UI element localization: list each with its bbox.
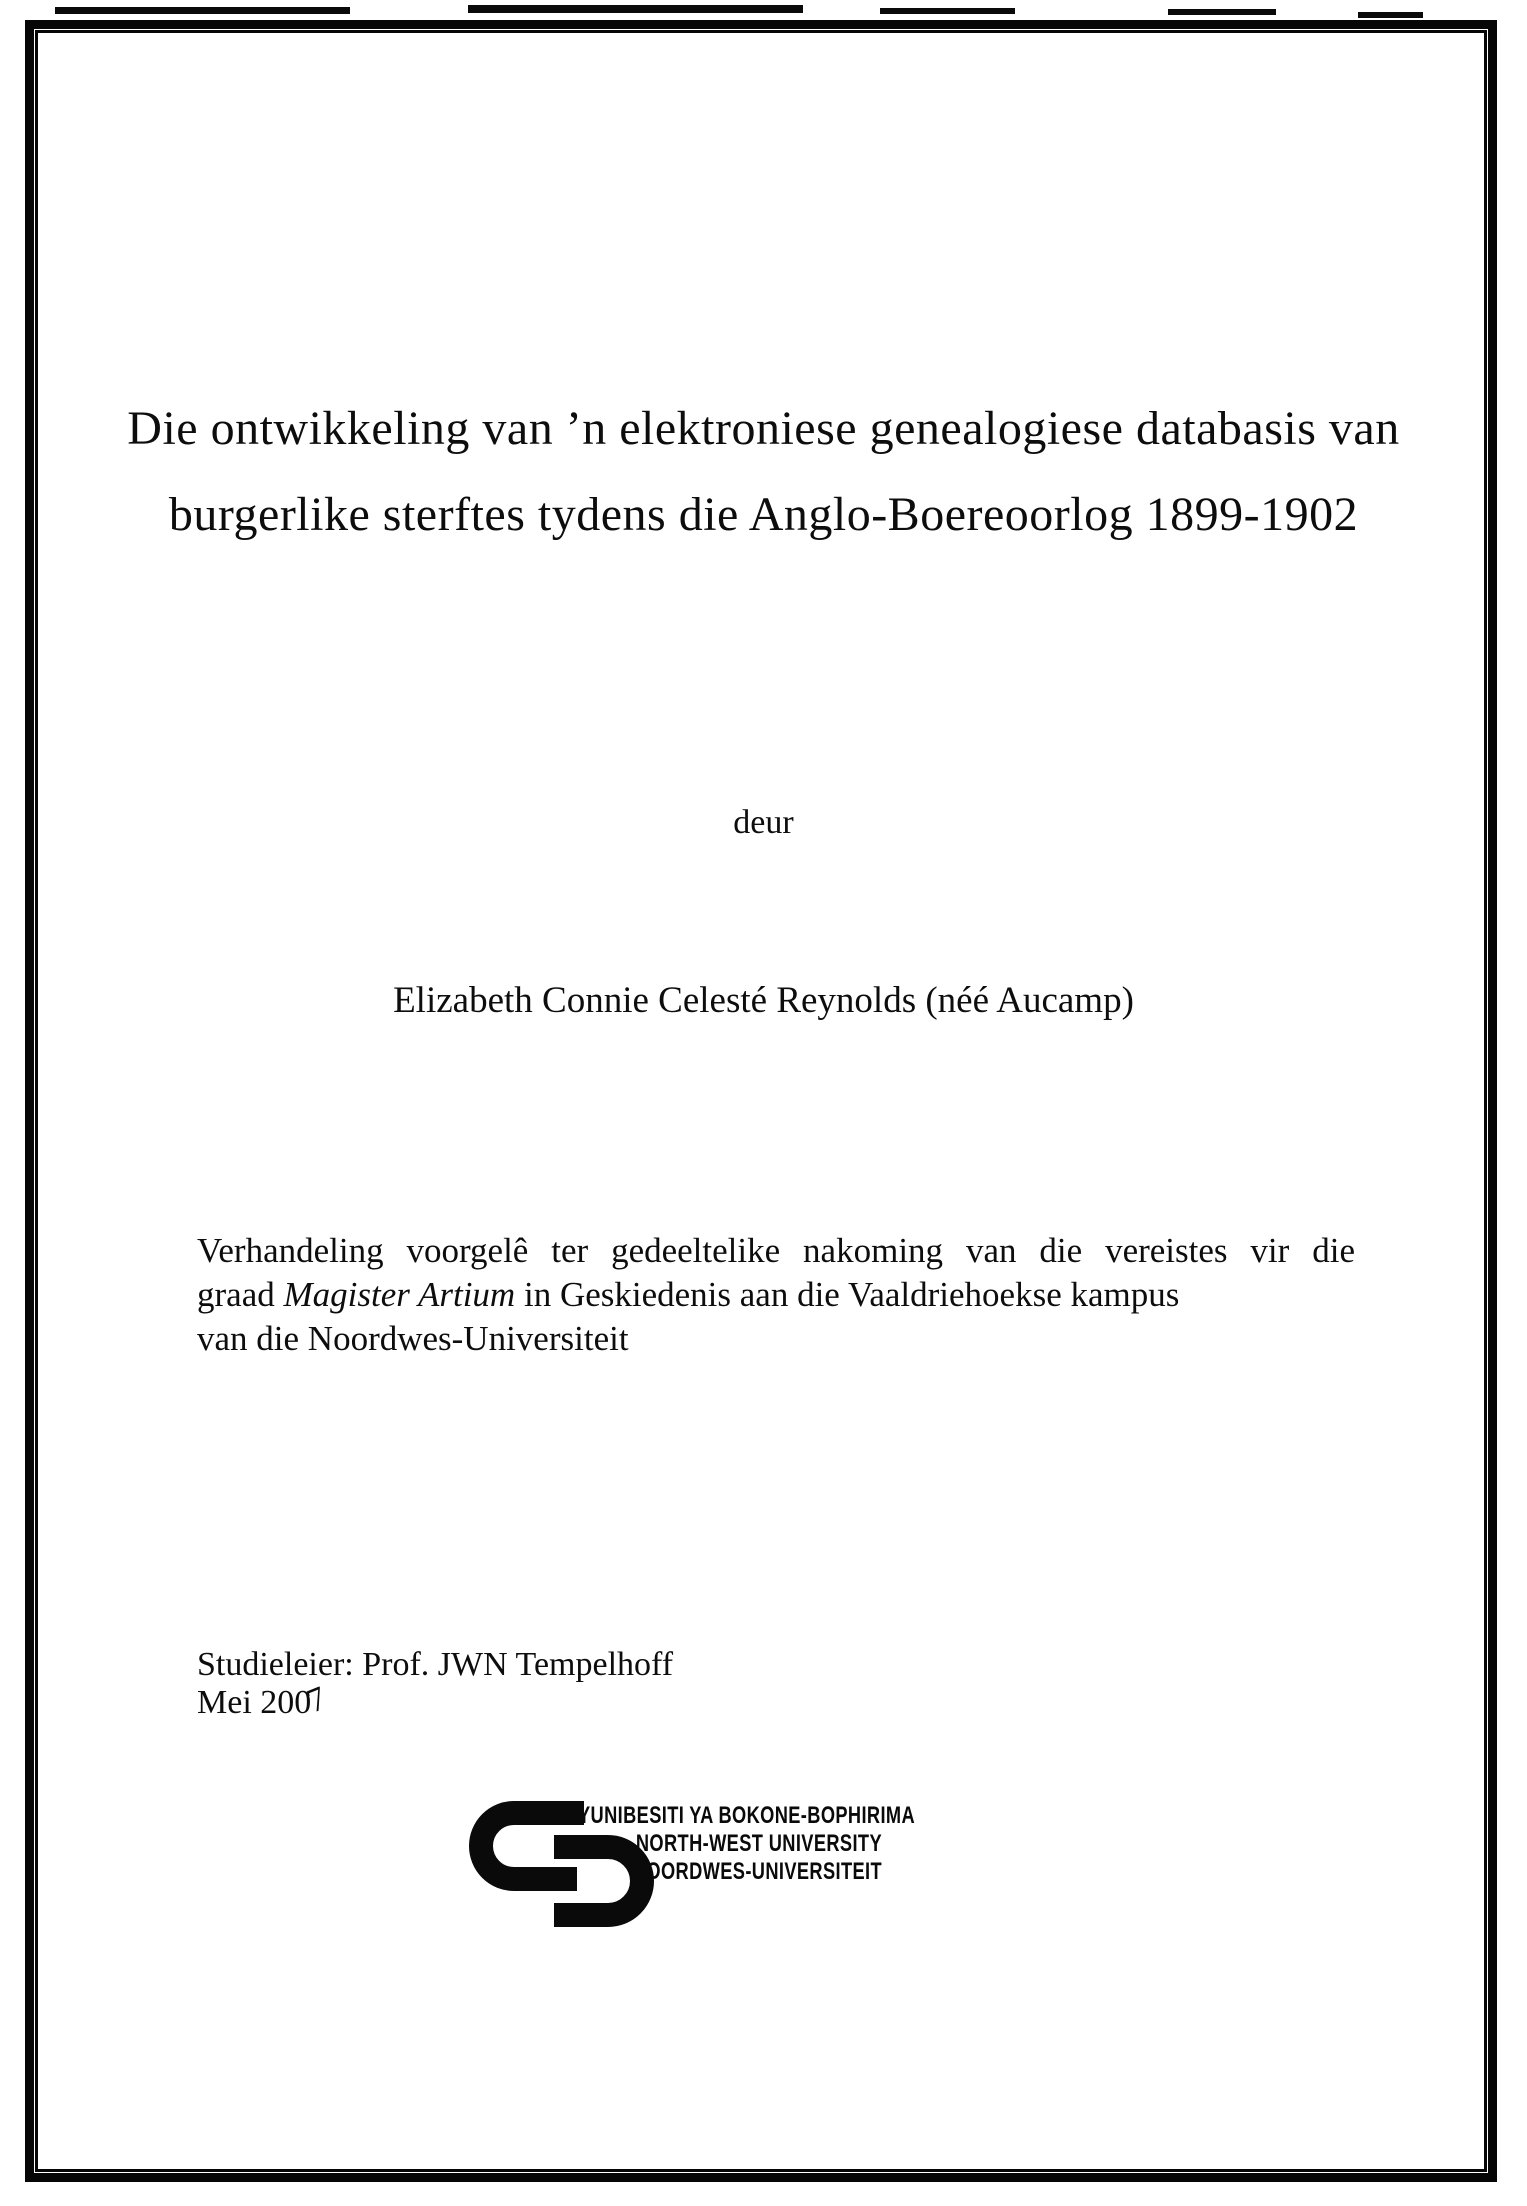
supervisor-line: Studieleier: Prof. JWN Tempelhoff xyxy=(197,1646,674,1683)
scan-mark xyxy=(880,8,1015,14)
scan-mark xyxy=(1168,9,1276,15)
logo-text-line-1: YUNIBESITI YA BOKONE-BOPHIRIMA xyxy=(578,1802,916,1829)
degree-title: Magister Artium xyxy=(283,1275,516,1314)
description-line-3: van die Noordwes-Universiteit xyxy=(197,1319,629,1358)
scan-mark xyxy=(1358,12,1423,18)
logo-text-line-2: NORTH-WEST UNIVERSITY xyxy=(635,1830,882,1857)
description-line-1: Verhandeling voorgelê ter gedeeltelike nakoming van die vereistes vir die xyxy=(197,1231,1355,1270)
description-line-2-prefix: graad xyxy=(197,1275,284,1314)
description-line-2-suffix: in Geskiedenis aan die Vaaldriehoekse kampus xyxy=(515,1275,1180,1314)
scan-mark xyxy=(55,7,350,14)
logo-text-line-3: NOORDWES-UNIVERSITEIT xyxy=(632,1858,882,1885)
scan-mark xyxy=(468,5,803,13)
university-logo-text xyxy=(578,1802,916,1886)
thesis-title-line-1: Die ontwikkeling van ’n elektroniese genealogiese databasis van xyxy=(127,402,1400,455)
description-line-2 xyxy=(197,1273,1355,1317)
thesis-description xyxy=(197,1229,1355,1361)
date-last-digit: 7 xyxy=(302,1679,332,1721)
thesis-title xyxy=(86,386,1441,558)
supervisor-block xyxy=(197,1646,673,1722)
thesis-title-line-2: burgerlike sterftes tydens die Anglo-Boereoorlog 1899-1902 xyxy=(168,488,1359,541)
date-prefix: Mei 200 xyxy=(197,1684,312,1721)
author-name: Elizabeth Connie Celesté Reynolds (néé Aucamp) xyxy=(393,980,1134,1021)
byline-label: deur xyxy=(733,804,794,841)
date-line xyxy=(197,1679,673,1722)
